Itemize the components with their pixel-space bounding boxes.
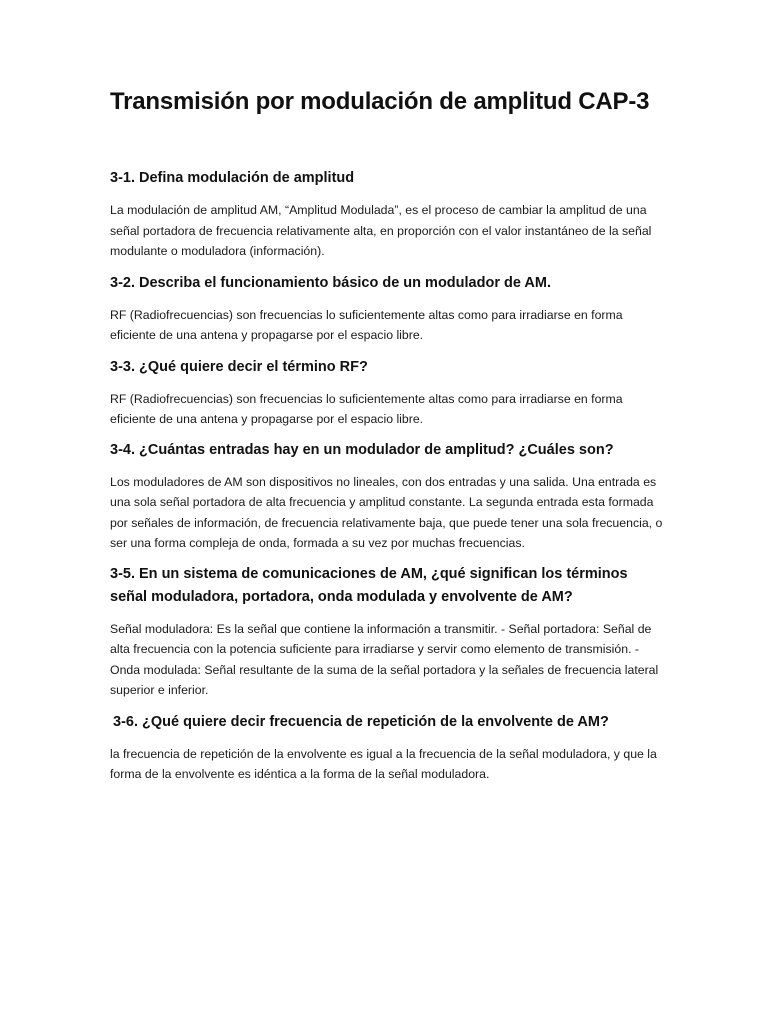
question-heading: 3-1. Defina modulación de amplitud: [110, 170, 355, 186]
question-heading: 3-2. Describa el funcionamiento básico de un modulador de AM.: [110, 274, 551, 291]
answer-paragraph: RF (Radiofrecuencias) son frecuencias lo suficientemente altas como para irradiarse en forma eficiente de una antena y propagarse por el espacio libre.: [110, 307, 623, 342]
question-heading: 3-3. ¿Qué quiere decir el término RF?: [110, 358, 368, 375]
document-page: [110, 84, 666, 785]
answer-paragraph: La modulación de amplitud AM, “Amplitud Modulada”, es el proceso de cambiar la amplitud de una señal portadora de frecuencia relativamente alta, en proporción con el valor instantáneo de la señal modulante o moduladora (información).: [110, 203, 652, 258]
section-3-3: [110, 356, 666, 430]
section-3-2: [110, 272, 666, 346]
section-3-5: [110, 563, 666, 701]
answer-paragraph: la frecuencia de repetición de la envolvente es igual a la frecuencia de la señal moduladora, y que la forma de la envolvente es idéntica a la forma de la señal moduladora.: [110, 746, 657, 781]
answer-paragraph: RF (Radiofrecuencias) son frecuencias lo suficientemente altas como para irradiarse en forma eficiente de una antena y propagarse por el espacio libre.: [110, 391, 623, 426]
answer-paragraph: Señal moduladora: Es la señal que contiene la información a transmitir. - Señal portadora: Señal de alta frecuencia con la potencia suficiente para irradiarse y servir como elemento de transmisión. - Onda modulada: Señal resultante de la suma de la señal portadora y la señales de frecuencia lateral superior e inferior.: [110, 621, 659, 697]
document-title: Transmisión por modulación de amplitud CAP-3: [110, 88, 650, 115]
section-3-4: [110, 439, 666, 554]
answer-paragraph: Los moduladores de AM son dispositivos no lineales, con dos entradas y una salida. Una entrada es una sola señal portadora de alta frecuencia y amplitud constante. La segunda entrada esta formada por señales de información, de frecuencia relativamente baja, que puede tener una sola frecuencia, o ser una forma compleja de onda, formada a su vez por muchas frecuencias.: [110, 474, 663, 550]
question-heading: 3-4. ¿Cuántas entradas hay en un modulador de amplitud? ¿Cuáles son?: [110, 441, 614, 458]
question-heading: 3-6. ¿Qué quiere decir frecuencia de repetición de la envolvente de AM?: [113, 713, 609, 730]
question-heading: 3-5. En un sistema de comunicaciones de AM, ¿qué significan los términos señal moduladora, portadora, onda modulada y envolvente de AM?: [110, 565, 628, 605]
section-3-1: [110, 167, 666, 262]
section-3-6: [110, 711, 666, 785]
